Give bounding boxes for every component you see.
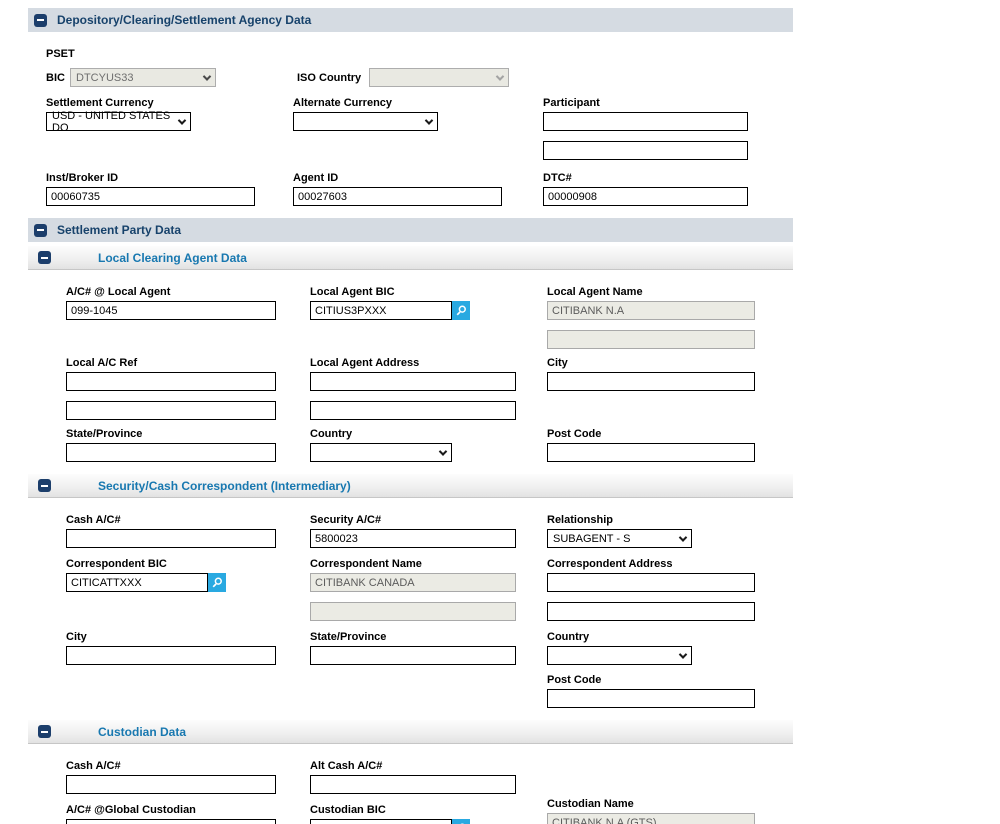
alternate-currency-label: Alternate Currency [293, 97, 393, 109]
intermediary-row-2 [66, 558, 793, 621]
local-city-input[interactable] [547, 372, 755, 391]
inst-broker-id-input[interactable] [46, 187, 255, 206]
settlement-currency-select[interactable] [46, 109, 191, 134]
agent-id-input[interactable] [293, 187, 502, 206]
settlement-currency-value: USD - UNITED STATES DO [52, 109, 171, 134]
chevron-down-icon [496, 72, 504, 80]
intermediary-city-input[interactable] [66, 646, 276, 665]
custodian-bic-input[interactable] [310, 819, 452, 824]
local-agent-name-input-1 [547, 301, 755, 320]
collapse-minus-icon[interactable] [38, 479, 51, 492]
participant-input-1[interactable] [543, 112, 748, 131]
intermediary-state-input[interactable] [310, 646, 516, 665]
local-row-3 [66, 428, 793, 462]
participant-input-2[interactable] [543, 141, 748, 160]
local-country-select[interactable] [310, 443, 452, 462]
intermediary-row-1 [66, 514, 793, 548]
correspondent-name-label: Correspondent Name [310, 558, 422, 570]
search-icon [212, 577, 223, 588]
correspondent-bic-input[interactable] [66, 573, 208, 592]
local-ac-ref-input-1[interactable] [66, 372, 276, 391]
minus-glyph [41, 257, 48, 259]
local-agent-bic-search-button[interactable] [452, 301, 470, 320]
section-header-settlement-party [28, 218, 793, 242]
minus-glyph [41, 485, 48, 487]
intermediary-body [28, 498, 793, 720]
chevron-down-icon [425, 116, 433, 124]
alternate-currency-select[interactable] [293, 112, 438, 131]
custodian-bic-search-button[interactable] [452, 819, 470, 824]
ac-local-agent-input[interactable] [66, 301, 276, 320]
agent-id-label: Agent ID [293, 172, 339, 184]
chevron-down-icon [439, 447, 447, 455]
intermediary-row-3 [66, 631, 793, 708]
cash-ac-input[interactable] [66, 529, 276, 548]
relationship-select[interactable] [547, 529, 692, 548]
chevron-down-icon [679, 650, 687, 658]
collapse-minus-icon[interactable] [38, 251, 51, 264]
search-icon [456, 305, 467, 316]
alt-cash-ac-input[interactable] [310, 775, 516, 794]
local-state-input[interactable] [66, 443, 276, 462]
chevron-down-icon [203, 72, 211, 80]
local-agent-name-input-2 [547, 330, 755, 349]
local-agent-address-input-2[interactable] [310, 401, 516, 420]
local-row-2 [66, 357, 793, 420]
custodian-cash-ac-input[interactable] [66, 775, 276, 794]
local-agent-name-label: Local Agent Name [547, 286, 643, 298]
depository-body [28, 32, 793, 218]
minus-glyph [37, 19, 44, 21]
collapse-minus-icon[interactable] [34, 14, 47, 27]
local-ac-ref-label: Local A/C Ref [66, 357, 138, 369]
bic-select-value: DTCYUS33 [76, 71, 134, 84]
inst-broker-id-label: Inst/Broker ID [46, 172, 119, 184]
correspondent-name-input-2 [310, 602, 516, 621]
correspondent-bic-search-button[interactable] [208, 573, 226, 592]
custodian-cash-ac-label: Cash A/C# [66, 760, 121, 772]
custodian-row-1 [66, 760, 793, 794]
custodian-body [28, 744, 793, 824]
section-header-local-clearing [28, 246, 793, 270]
section-header-intermediary [28, 474, 793, 498]
alt-cash-ac-label: Alt Cash A/C# [310, 760, 383, 772]
chevron-down-icon [679, 533, 687, 541]
local-clearing-body [28, 270, 793, 474]
dtc-input[interactable] [543, 187, 748, 206]
intermediary-post-code-label: Post Code [547, 674, 602, 686]
minus-glyph [41, 731, 48, 733]
section-title: Security/Cash Correspondent (Intermediary) [98, 478, 351, 493]
pset-label: PSET [46, 48, 75, 60]
local-country-label: Country [310, 428, 353, 440]
bic-row [46, 68, 793, 87]
security-ac-label: Security A/C# [310, 514, 382, 526]
currency-row [46, 97, 793, 160]
ac-global-custodian-label: A/C# @Global Custodian [66, 804, 196, 816]
custodian-name-input-1 [547, 813, 755, 824]
dtc-label: DTC# [543, 172, 572, 184]
local-agent-bic-label: Local Agent BIC [310, 286, 395, 298]
section-title: Depository/Clearing/Settlement Agency Data [57, 13, 312, 27]
section-title: Custodian Data [98, 724, 187, 739]
correspondent-address-input-2[interactable] [547, 602, 755, 621]
relationship-value: SUBAGENT - S [553, 532, 631, 545]
custodian-name-label: Custodian Name [547, 798, 634, 810]
section-header-depository [28, 8, 793, 32]
intermediary-country-select[interactable] [547, 646, 692, 665]
relationship-label: Relationship [547, 514, 614, 526]
settlement-currency-label: Settlement Currency [46, 97, 154, 109]
ac-local-agent-label: A/C# @ Local Agent [66, 286, 171, 298]
custodian-row-2 [66, 798, 793, 824]
cash-ac-label: Cash A/C# [66, 514, 121, 526]
section-header-custodian [28, 720, 793, 744]
bic-label: BIC [46, 72, 65, 84]
intermediary-city-label: City [66, 631, 87, 643]
local-row-1 [66, 286, 793, 349]
intermediary-country-label: Country [547, 631, 590, 643]
local-agent-bic-input[interactable] [310, 301, 452, 320]
form-wrapper [28, 8, 793, 824]
section-title: Local Clearing Agent Data [98, 250, 247, 265]
participant-label: Participant [543, 97, 600, 109]
correspondent-address-input-1[interactable] [547, 573, 755, 592]
local-city-label: City [547, 357, 568, 369]
bic-select[interactable] [70, 68, 216, 87]
local-post-code-input[interactable] [547, 443, 755, 462]
minus-glyph [37, 229, 44, 231]
intermediary-state-label: State/Province [310, 631, 387, 643]
local-state-label: State/Province [66, 428, 143, 440]
local-agent-address-label: Local Agent Address [310, 357, 420, 369]
ids-row [46, 172, 793, 206]
ac-global-custodian-input[interactable] [66, 819, 276, 824]
correspondent-bic-label: Correspondent BIC [66, 558, 167, 570]
intermediary-post-code-input[interactable] [547, 689, 755, 708]
iso-country-label: ISO Country [297, 72, 362, 84]
security-ac-input[interactable] [310, 529, 516, 548]
chevron-down-icon [178, 116, 186, 124]
iso-country-select[interactable] [369, 68, 509, 87]
collapse-minus-icon[interactable] [38, 725, 51, 738]
section-title: Settlement Party Data [57, 223, 182, 237]
correspondent-address-label: Correspondent Address [547, 558, 673, 570]
collapse-minus-icon[interactable] [34, 224, 47, 237]
custodian-bic-label: Custodian BIC [310, 804, 386, 816]
correspondent-name-input-1 [310, 573, 516, 592]
local-agent-address-input-1[interactable] [310, 372, 516, 391]
local-ac-ref-input-2[interactable] [66, 401, 276, 420]
local-post-code-label: Post Code [547, 428, 602, 440]
